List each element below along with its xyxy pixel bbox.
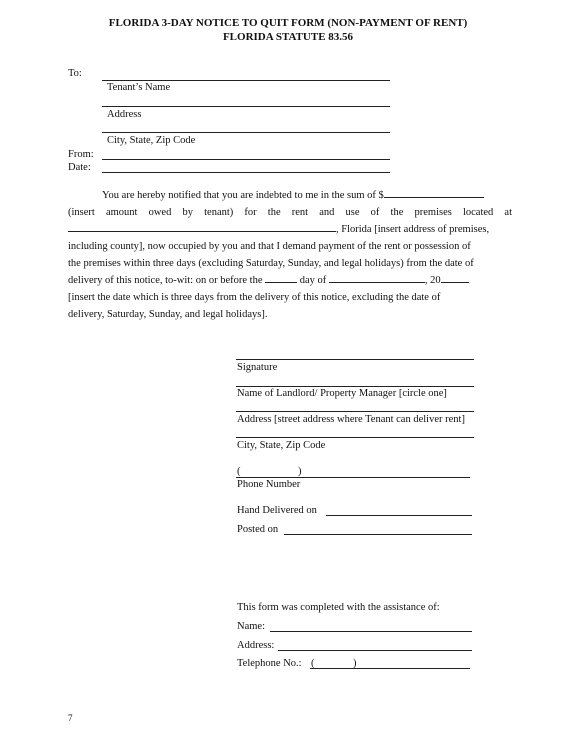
assistance-address-label: Address: [237, 640, 275, 651]
posted-on-label: Posted on [237, 524, 279, 535]
assistance-heading: This form was completed with the assistance of: [237, 602, 440, 613]
assistance-name-line[interactable] [270, 631, 472, 632]
to-wit-text: delivery of this notice, to-wit: on or before the [68, 275, 263, 286]
phone-line[interactable] [236, 477, 470, 478]
date-line[interactable] [102, 172, 390, 173]
assistance-name-label: Name: [237, 621, 265, 632]
premises-text: (insert amount owed by tenant) for the rent and use of the premises located at [68, 207, 512, 218]
landlord-name-caption: Name of Landlord/ Property Manager [circle one] [237, 388, 447, 399]
signature-line[interactable] [236, 359, 474, 360]
city-state-zip-line[interactable] [102, 132, 390, 133]
amount-text: You are hereby notified that you are indebted to me in the sum of $ [102, 190, 384, 201]
insert-date-text: [insert the date which is three days from the delivery of this notice, excluding the date of [68, 292, 441, 303]
landlord-city-line[interactable] [236, 437, 474, 438]
assistance-telephone-line[interactable] [310, 668, 470, 669]
landlord-address-line[interactable] [236, 411, 474, 412]
hand-delivered-line[interactable] [326, 515, 472, 516]
three-days-text: the premises within three days (excluding Saturday, Sunday, and legal holidays) from the date of [68, 258, 474, 269]
phone-open-paren: ( [237, 466, 241, 477]
month-blank[interactable] [329, 272, 425, 283]
year-blank[interactable] [441, 272, 469, 283]
landlord-address-caption: Address [street address where Tenant can deliver rent] [237, 414, 465, 425]
form-title: FLORIDA 3-DAY NOTICE TO QUIT FORM (NON-PAYMENT OF RENT) [108, 17, 468, 29]
assistance-address-line[interactable] [278, 650, 472, 651]
address-caption: Address [107, 109, 142, 120]
page-number: 7 [68, 713, 73, 723]
date-label: Date: [68, 162, 91, 173]
hand-delivered-label: Hand Delivered on [237, 505, 317, 516]
excluding-text: delivery, Saturday, Sunday, and legal holidays]. [68, 309, 268, 320]
phone-caption: Phone Number [237, 479, 301, 490]
phone-close-paren: ) [298, 466, 302, 477]
statute-subtitle: FLORIDA STATUTE 83.56 [222, 31, 354, 43]
tenant-name-caption: Tenant’s Name [107, 82, 171, 93]
tel-open-paren: ( [311, 658, 315, 669]
florida-text: , Florida [insert address of premises, [336, 224, 490, 235]
premises-address-blank[interactable] [68, 221, 336, 232]
day-of-text: day of [299, 275, 327, 286]
address-line[interactable] [102, 106, 390, 107]
notice-paragraph [68, 187, 512, 323]
signature-caption: Signature [237, 362, 278, 373]
from-label: From: [68, 149, 94, 160]
from-line[interactable] [102, 159, 390, 160]
landlord-city-caption: City, State, Zip Code [237, 440, 326, 451]
occupied-text: including county], now occupied by you and that I demand payment of the rent or possession of [68, 241, 471, 252]
to-label: To: [68, 68, 82, 79]
amount-blank[interactable] [384, 187, 484, 198]
city-state-zip-caption: City, State, Zip Code [107, 135, 196, 146]
posted-on-line[interactable] [284, 534, 472, 535]
assistance-telephone-label: Telephone No.: [237, 658, 302, 669]
year-prefix: , 20 [424, 275, 441, 286]
tel-close-paren: ) [353, 658, 357, 669]
day-blank[interactable] [265, 272, 297, 283]
tenant-name-line[interactable] [102, 80, 390, 81]
landlord-name-line[interactable] [236, 386, 474, 387]
